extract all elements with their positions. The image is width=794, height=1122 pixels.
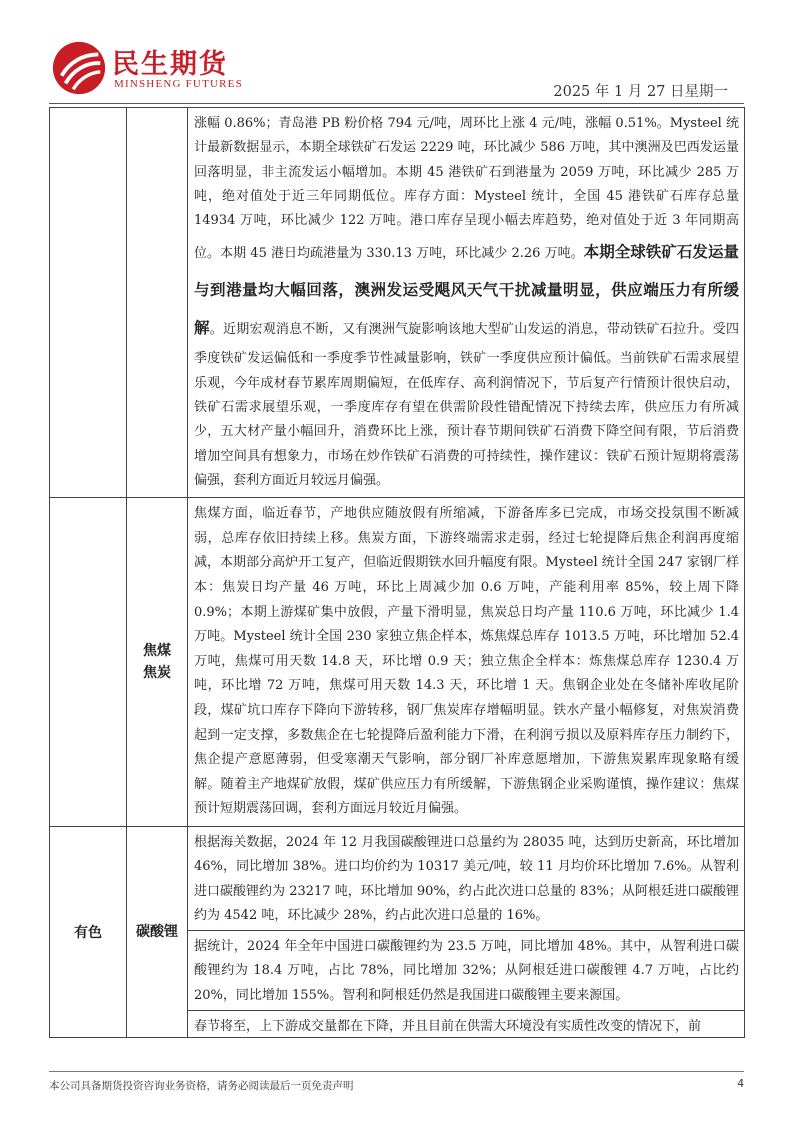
company-name-cn: 民生期货 [112,49,228,80]
iron-ore-text-a: 涨幅 0.86%；青岛港 PB 粉价格 794 元/吨，周环比上涨 4 元/吨，涨幅 0.51%。Mysteel 统计最新数据显示，本期全球铁矿石发运 2229 吨，环比减少 586 万吨，其中澳洲及巴西发运量回落明显，非主流发运小幅增加。本期 45 港铁矿石到港量为 2059 万吨，环比减少 285 万吨，绝对值处于近三年同期低位。库存方面：Mysteel 统计，全国 45 港铁矿石库存总量 14934 万吨，环比减少 122 万吨。港口库存呈现小幅去库趋势，绝对值处于近 3 年同期高位。本期 45 港日均疏港量为 330.13 万吨，环比减少 2.26 万吨。 [194,116,739,262]
table-row-coal-coke [50,498,745,827]
lithium-paragraph-3: 春节将至，上下游成交量都在下降，并且目前在供需大环境没有实质性改变的情况下，前 [188,1010,744,1037]
category-cell-empty [50,498,127,827]
label-coking-coal: 焦煤 [143,643,171,660]
page-number: 4 [737,1078,744,1090]
company-name-en: MINSHENG FUTURES [114,78,243,90]
lithium-analysis-cell [188,826,745,1037]
report-date: 2025 年 1 月 27 日星期一 [553,84,728,100]
footer-disclaimer: 本公司具备期货投资咨询业务资格，请务必阅读最后一页免责声明 [49,1080,354,1092]
category-label-nonferrous: 有色 [50,826,127,1037]
commodity-analysis-table [49,107,745,1038]
iron-ore-text-b: 。近期宏观消息不断，又有澳洲气旋影响该地大型矿山发运的消息，带动铁矿石拉升。受四季度铁矿发运偏低和一季度季节性减量影响，铁矿一季度供应预计偏低。当前铁矿石需求展望乐观，今年成材春节累库周期偏短，在低库存、高利润情况下，节后复产行情预计很快启动，铁矿石需求展望乐观，一季度库存有望在供需阶段性错配情况下持续去库，供应压力有所减少，五大材产量小幅回升，消费环比上涨，预计春节期间铁矿石消费下降空间有限，节后消费增加空间具有想象力，市场在炒作铁矿石消费的可持续性，操作建议：铁矿石预计短期将震荡偏强，套利方面近月较远月偏强。 [194,322,739,488]
table-row-lithium [50,826,745,1037]
minsheng-logo-icon [50,39,108,97]
header-divider [49,103,744,104]
coal-analysis-cell [188,498,745,827]
lithium-paragraph-1: 根据海关数据，2024 年 12 月我国碳酸锂进口总量约为 28035 吨，达到历史新高，环比增加 46%，同比增加 38%。进口均价约为 10317 美元/吨，较 11 月均价环比增加 7.6%。从智利进口碳酸锂约为 23217 吨，环比增加 90%，约占此次进口总量的 83%；从阿根廷进口碳酸锂约为 4542 吨，环比减少 28%，约占此次进口总量的 16%。 [194,834,739,923]
page-header [0,0,794,106]
commodity-label-lithium-carbonate: 碳酸锂 [127,826,188,1037]
commodity-cell-empty [127,108,188,498]
commodity-label-coal-coke [127,498,188,827]
iron-ore-paragraph [188,108,744,497]
category-cell-empty [50,108,127,498]
coal-paragraph: 焦煤方面，临近春节，产地供应随放假有所缩减，下游备库多已完成，市场交投氛围不断减弱，总库存依旧持续上移。焦炭方面，下游终端需求走弱，经过七轮提降后焦企利润再度缩减，本期部分高炉开工复产，但临近假期铁水回升幅度有限。Mysteel 统计全国 247 家钢厂样本：焦炭日均产量 46 万吨，环比上周减少加 0.6 万吨，产能利用率 85%，较上周下降 0.9%；本期上游煤矿集中放假，产量下滑明显，焦炭总日均产量 110.6 万吨，环比减少 1.4 万吨。Mysteel 统计全国 230 家独立焦企样本，炼焦煤总库存 1013.5 万吨，环比增加 52.4 万吨，焦煤可用天数 14.8 天，环比增 0.9 天；独立焦企全样本：炼焦煤总库存 1230.4 万吨，环比增 72 万吨，焦煤可用天数 14.3 天，环比增 1 天。焦钢企业处在冬储补库收尾阶段，煤矿坑口库存下降向下游转移，钢厂焦炭库存增幅明显。铁水产量小幅修复，对焦炭消费起到一定支撑，多数焦企在七轮提降后盈利能力下滑，在利润亏损以及原料库存压力制约下，焦企提产意愿薄弱，但受寒潮天气影响，部分钢厂补库意愿增加，下游焦炭累库现象略有缓解。随着主产地煤矿放假，煤矿供应压力有所缓解，下游焦钢企业采购谨慎，操作建议：焦煤预计短期震荡回调，套利方面远月较近月偏强。 [194,506,739,817]
footer-divider [49,1071,744,1072]
iron-ore-analysis-cell [188,108,745,498]
iron-ore-highlight: 本期全球铁矿石发运量与到港量均大幅回落，澳洲发运受飓风天气干扰减量明显，供应端压力有所缓解 [194,243,739,338]
label-coke: 焦炭 [143,665,171,682]
table-row-iron-ore [50,108,745,498]
lithium-paragraph-2: 据统计，2024 年全年中国进口碳酸锂约为 23.5 万吨，同比增加 48%。其中，从智利进口碳酸锂约为 18.4 万吨，占比 78%，同比增加 32%；从阿根廷进口碳酸锂 4.7 万吨，占比约 20%，同比增加 155%。智利和阿根廷仍然是我国进口碳酸锂主要来源国。 [188,930,744,1010]
